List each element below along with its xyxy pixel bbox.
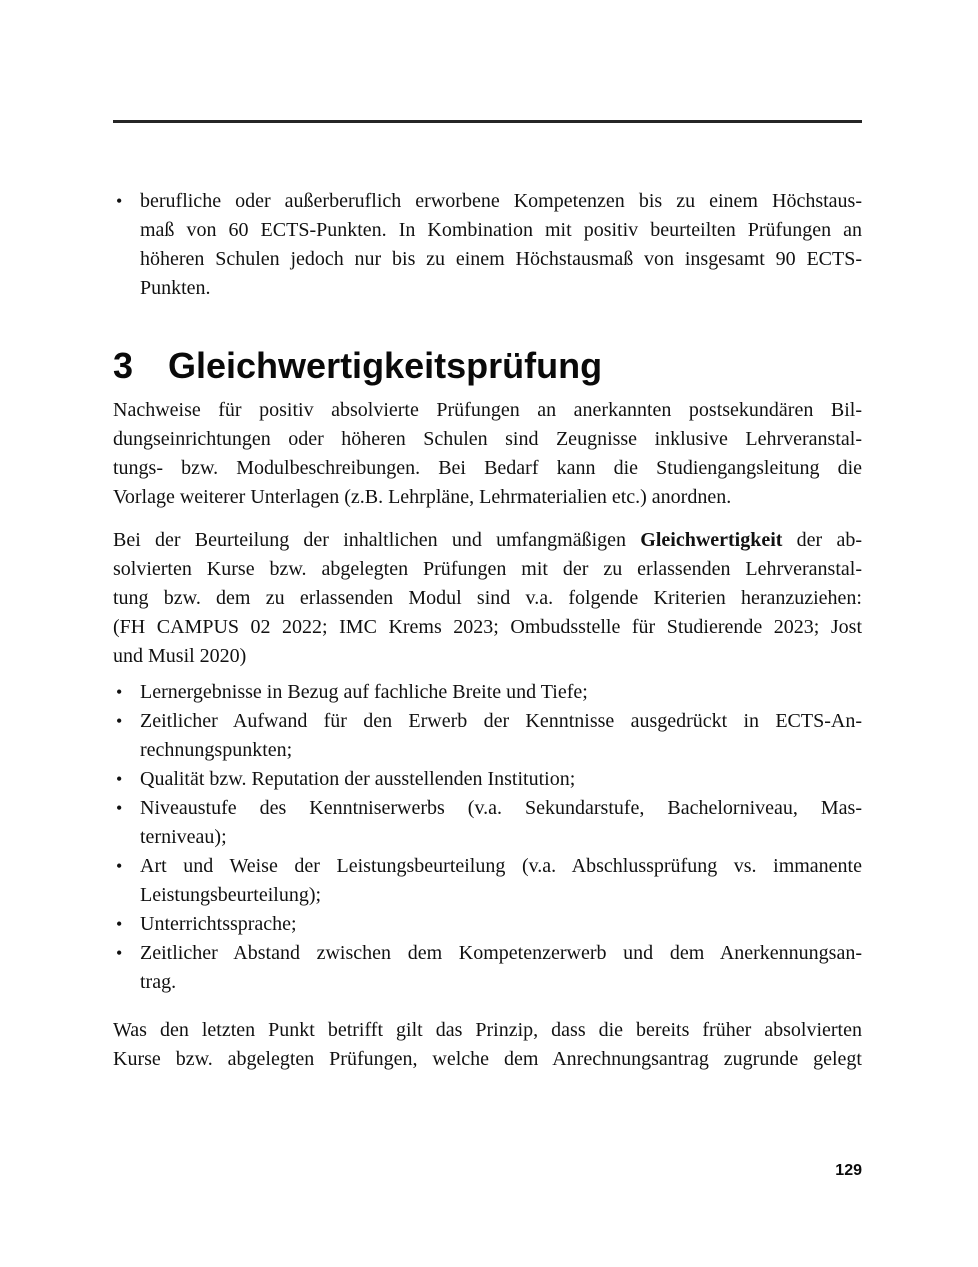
list-item [113,910,862,939]
text-line: maß von 60 ECTS-Punkten. In Kombination mit positiv beurteilten Prüfungen an [140,219,862,241]
paragraph [113,1016,862,1074]
text-line: Leistungsbeurteilung); [140,884,322,906]
text-line [113,526,862,555]
text-line: solvierten Kurse bzw. abgelegten Prüfungen mit der zu erlassenden Lehrveranstal- [113,558,862,580]
list-item [113,852,862,910]
text-line: Art und Weise der Leistungsbeurteilung (v.a. Abschlussprüfung vs. immanente [140,855,862,877]
bullet-icon: • [116,191,123,211]
text-segment: der ab- [782,529,862,551]
text-line: (FH CAMPUS 02 2022; IMC Krems 2023; Ombudsstelle für Studierende 2023; Jost [113,616,862,638]
bullet-icon: • [116,856,123,876]
criteria-bullet-list [113,678,862,997]
paragraph [113,396,862,512]
list-item [113,678,862,707]
text-line: trag. [140,971,177,993]
list-item [113,794,862,852]
text-line: berufliche oder außerberuflich erworbene Kompetenzen bis zu einem Höchstaus- [140,190,862,212]
list-item [113,765,862,794]
bullet-icon: • [116,943,123,963]
text-line: Niveaustufe des Kenntniserwerbs (v.a. Sekundarstufe, Bachelorniveau, Mas- [140,797,862,819]
text-line: tung bzw. dem zu erlassenden Modul sind v.a. folgende Kriterien heranzuziehen: [113,587,862,609]
text-line: rechnungspunkten; [140,739,293,761]
page-number: 129 [835,1162,862,1179]
text-line: Zeitlicher Aufwand für den Erwerb der Kenntnisse ausgedrückt in ECTS-An- [140,710,862,732]
section-title: Gleichwertigkeitsprüfung [168,345,603,386]
text-segment: Bei der Beurteilung der inhaltlichen und umfangmäßigen [113,529,641,551]
paragraph [113,526,862,671]
text-line: Punkten. [140,277,211,299]
page-content [113,0,862,1074]
text-line: Nachweise für positiv absolvierte Prüfungen an anerkannten postsekundären Bil- [113,399,862,421]
text-line: und Musil 2020) [113,645,247,667]
section-number: 3 [113,345,134,386]
text-line: Zeitlicher Abstand zwischen dem Kompetenzerwerb und dem Anerkennungsan- [140,942,862,964]
text-line: Kurse bzw. abgelegten Prüfungen, welche dem Anrechnungsantrag zugrunde gelegt [113,1048,862,1070]
text-line: tungs- bzw. Modulbeschreibungen. Bei Bedarf kann die Studiengangsleitung die [113,457,862,479]
bullet-icon: • [116,914,123,934]
intro-bullet-list [113,187,862,303]
text-line: Qualität bzw. Reputation der ausstellenden Institution; [140,768,576,790]
list-item [113,939,862,997]
text-line: Was den letzten Punkt betrifft gilt das Prinzip, dass die bereits früher absolvierten [113,1019,862,1041]
list-item [113,707,862,765]
text-line: höheren Schulen jedoch nur bis zu einem Höchstausmaß von insgesamt 90 ECTS- [140,248,862,270]
bullet-icon: • [116,769,123,789]
header-rule [113,120,862,123]
bullet-icon: • [116,682,123,702]
text-line: dungseinrichtungen oder höheren Schulen sind Zeugnisse inklusive Lehrveranstal- [113,428,862,450]
bold-term: Gleichwertigkeit [640,529,783,551]
text-line: Lernergebnisse in Bezug auf fachliche Breite und Tiefe; [140,681,588,703]
bullet-icon: • [116,711,123,731]
text-line: Unterrichtssprache; [140,913,297,935]
text-line: Vorlage weiterer Unterlagen (z.B. Lehrpläne, Lehrmaterialien etc.) anordnen. [113,486,732,508]
text-line: terniveau); [140,826,227,848]
section-heading [113,346,862,386]
bullet-icon: • [116,798,123,818]
list-item [113,187,862,303]
